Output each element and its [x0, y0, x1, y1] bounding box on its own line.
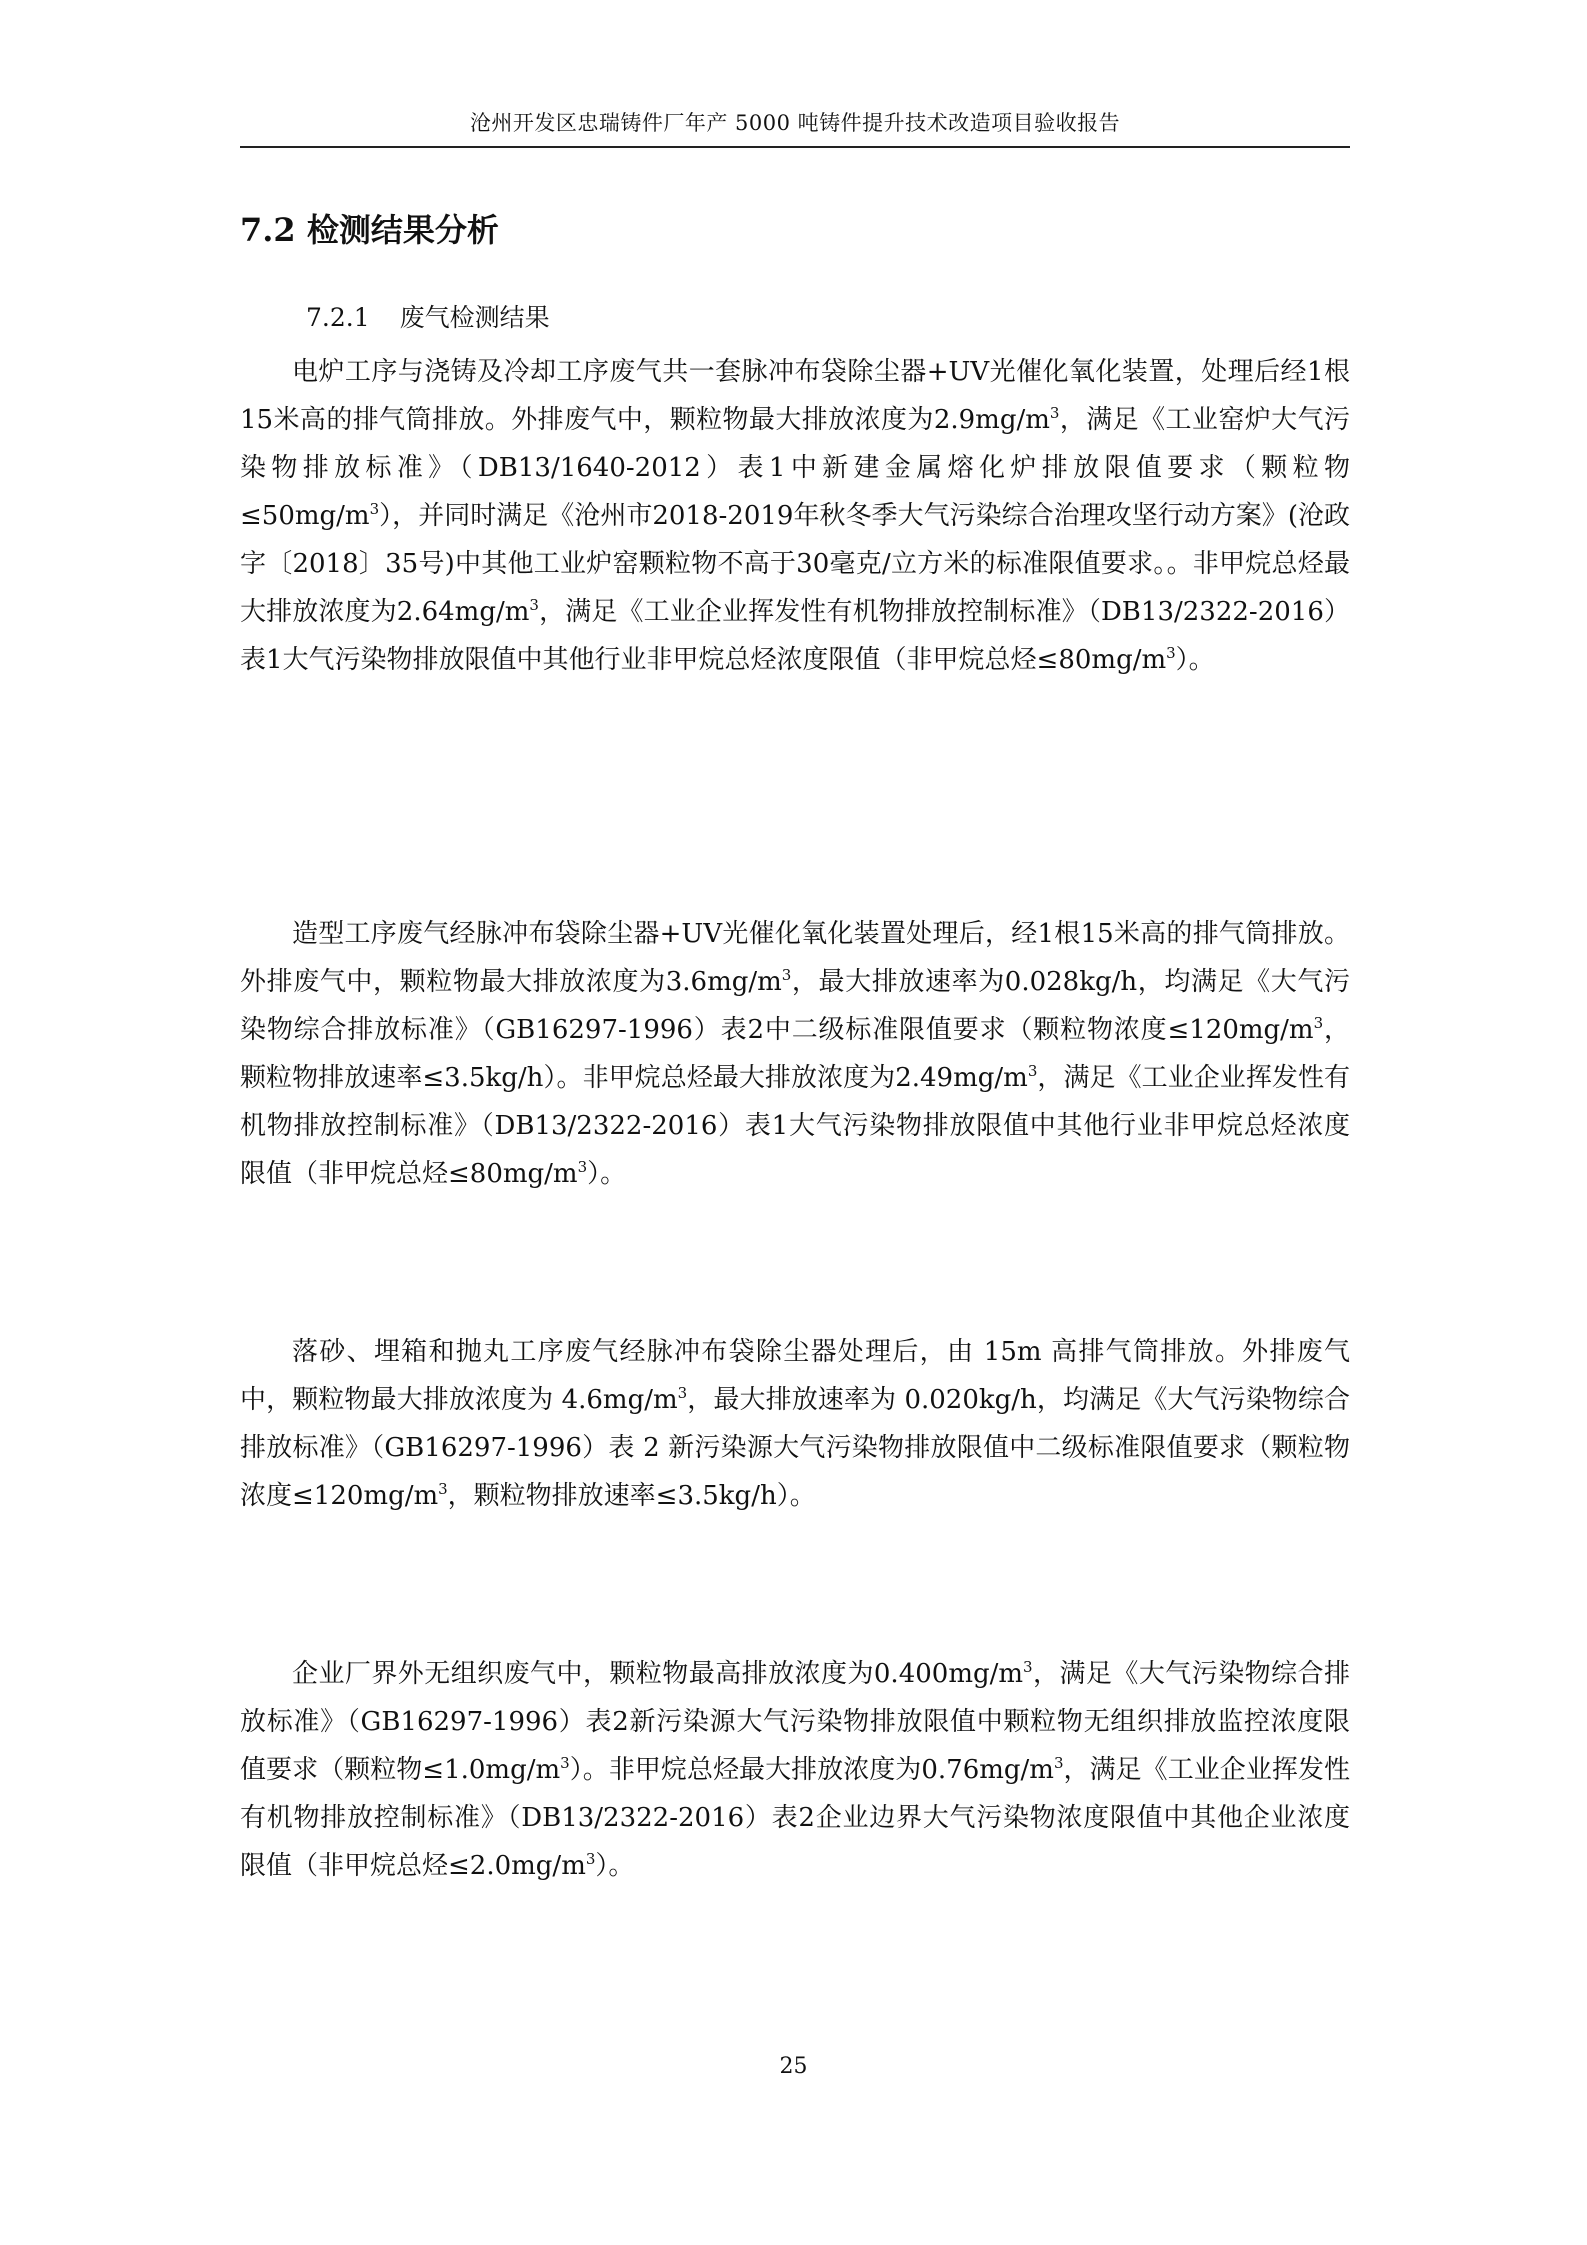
- paragraph-shakeout-blasting-exhaust: [240, 1328, 1350, 1520]
- paragraph-segment: ）。: [1175, 645, 1215, 675]
- superscript: 3: [1053, 1754, 1064, 1772]
- superscript: 3: [677, 1384, 688, 1402]
- paragraph-segment: ，满足《工业窑炉大气污染物排放标准》（DB13/1640-2012）表1中新建金属熔化炉排放限值要求（颗粒物≤50mg/m: [240, 405, 1350, 531]
- paragraph-segment: ，最大排放速率为0.028kg/h，均满足《大气污染物综合排放标准》（GB16297-1996）表2中二级标准限值要求（颗粒物浓度≤120mg/m: [240, 967, 1350, 1045]
- subsection-heading: [306, 298, 550, 338]
- paragraph-molding-exhaust: [240, 910, 1350, 1198]
- running-header: 沧州开发区忠瑞铸件厂年产 5000 吨铸件提升技术改造项目验收报告: [469, 111, 1121, 135]
- section-heading: [240, 208, 499, 252]
- paragraph-segment: ，满足《工业企业挥发性有机物排放控制标准》（DB13/2322-2016）表1大气污染物排放限值中其他行业非甲烷总烃浓度限值（非甲烷总烃≤80mg/m: [240, 597, 1350, 675]
- paragraph-segment: 落砂、埋箱和抛丸工序废气经脉冲布袋除尘器处理后，由 15m 高排气筒排放。外排废气中，颗粒物最大排放浓度为 4.6mg/m: [240, 1337, 1350, 1415]
- paragraph-segment: ），并同时满足《沧州市2018-2019年秋冬季大气污染综合治理攻坚行动方案》(沧政字〔2018〕35号)中其他工业炉窑颗粒物不高于30毫克/立方米的标准限值要求。。非甲烷总烃最大排放浓度为2.64mg/m: [240, 501, 1350, 627]
- superscript: 3: [1313, 1014, 1324, 1032]
- superscript: 3: [369, 500, 380, 518]
- paragraph-segment: ，满足《工业企业挥发性有机物排放控制标准》（DB13/2322-2016）表2企业边界大气污染物浓度限值中其他企业浓度限值（非甲烷总烃≤2.0mg/m: [240, 1755, 1350, 1881]
- section-title-text: 检测结果分析: [306, 211, 499, 249]
- superscript: 3: [438, 1480, 448, 1498]
- superscript: 3: [560, 1754, 570, 1772]
- paragraph-segment: ，颗粒物排放速率≤3.5kg/h）。非甲烷总烃最大排放浓度为2.49mg/m: [240, 1015, 1350, 1093]
- superscript: 3: [1049, 404, 1060, 422]
- paragraph-segment: ）。: [595, 1851, 635, 1881]
- subsection-number: 7.2.1: [306, 303, 370, 332]
- paragraph-furnace-casting-exhaust: [240, 348, 1350, 684]
- superscript: 3: [1023, 1658, 1033, 1676]
- subsection-title-text: 废气检测结果: [399, 303, 550, 332]
- paragraph-segment: ，满足《大气污染物综合排放标准》（GB16297-1996）表2新污染源大气污染物排放限值中颗粒物无组织排放监控浓度限值要求（颗粒物≤1.0mg/m: [240, 1659, 1350, 1785]
- paragraph-fugitive-emissions: [240, 1650, 1350, 1890]
- superscript: 3: [577, 1158, 588, 1176]
- paragraph-segment: ）。: [587, 1159, 627, 1189]
- superscript: 3: [1166, 644, 1176, 662]
- paragraph-segment: ，颗粒物排放速率≤3.5kg/h）。: [447, 1481, 816, 1511]
- page-number: 25: [779, 2054, 808, 2079]
- header-rule: [240, 146, 1350, 148]
- superscript: 3: [781, 966, 792, 984]
- paragraph-segment: 企业厂界外无组织废气中，颗粒物最高排放浓度为0.400mg/m: [292, 1659, 1024, 1689]
- superscript: 3: [585, 1850, 596, 1868]
- superscript: 3: [1027, 1062, 1038, 1080]
- paragraph-segment: ，最大排放速率为 0.020kg/h，均满足《大气污染物综合排放标准》（GB16297-1996）表 2 新污染源大气污染物排放限值中二级标准限值要求（颗粒物浓度≤120mg/m: [240, 1385, 1350, 1511]
- superscript: 3: [529, 596, 539, 614]
- paragraph-segment: ，满足《工业企业挥发性有机物排放控制标准》（DB13/2322-2016）表1大气污染物排放限值中其他行业非甲烷总烃浓度限值（非甲烷总烃≤80mg/m: [240, 1063, 1350, 1189]
- paragraph-segment: 电炉工序与浇铸及冷却工序废气共一套脉冲布袋除尘器+UV光催化氧化装置，处理后经1根15米高的排气筒排放。外排废气中，颗粒物最大排放浓度为2.9mg/m: [240, 357, 1350, 435]
- paragraph-segment: ）。非甲烷总烃最大排放浓度为0.76mg/m: [569, 1755, 1054, 1785]
- paragraph-segment: 造型工序废气经脉冲布袋除尘器+UV光催化氧化装置处理后，经1根15米高的排气筒排放。外排废气中，颗粒物最大排放浓度为3.6mg/m: [240, 919, 1350, 997]
- section-number: 7.2: [240, 211, 296, 249]
